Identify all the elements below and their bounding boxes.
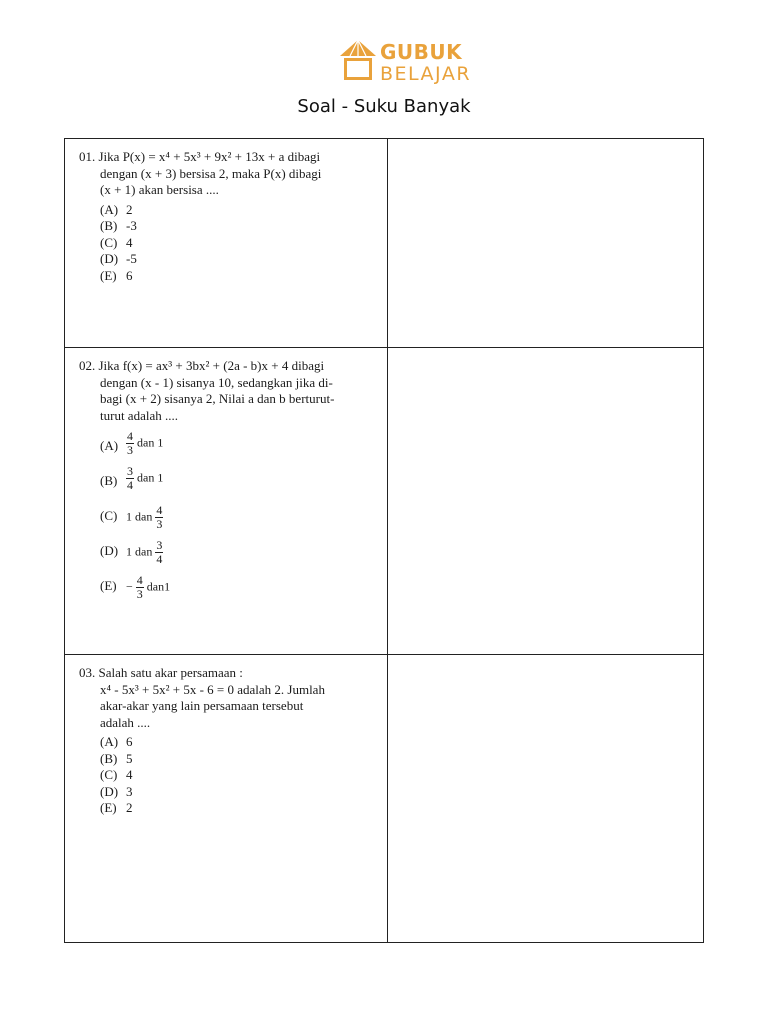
fraction: $\frac{3}{4}$ [127,464,133,492]
question-text-line: dengan (x + 3) bersisa 2, maka P(x) dibagi [100,165,322,181]
question-text-line: 03. Salah satu akar persamaan : [79,665,243,680]
fraction: $\frac{4}{3}$ [127,429,133,457]
question-number: 02. [79,358,96,373]
page-title: Soal - Suku Banyak [297,96,471,117]
option-d[interactable]: (D) 1 dan $\frac{3}{4}$ [100,538,163,566]
question-text-line: turut adalah .... [100,407,178,423]
answer-area-1[interactable] [387,139,703,348]
question-cell-1 [65,139,388,348]
question-text-line: 01. Jika P(x) = x⁴ + 5x³ + 9x² + 13x + a dibagi [79,149,321,164]
question-cell-3 [65,655,388,943]
question-cell-2 [65,348,388,655]
question-text-line: bagi (x + 2) sisanya 2, Nilai a dan b berturut- [100,391,335,406]
option-b[interactable]: (B) $\frac{3}{4}$ dan 1 [100,464,164,492]
brand-name-line1: GUBUK [380,40,463,64]
question-row-2 [65,348,704,655]
option-b[interactable]: (B) -3 [100,218,137,233]
question-number: 01. [79,149,96,164]
option-c[interactable]: (C) 4 [100,234,133,250]
option-e[interactable]: (E) 2 [100,800,133,815]
brand-name-line2: BELAJAR [380,63,472,85]
option-a[interactable]: (A) 6 [100,734,133,749]
question-text-line: x⁴ - 5x³ + 5x² + 5x - 6 = 0 adalah 2. Jumlah [100,681,325,697]
hut-icon [338,38,378,84]
option-list [79,430,377,605]
question-table [64,138,704,943]
option-b[interactable]: (B) 5 [100,750,133,766]
question-row-1 [65,139,704,348]
option-e[interactable]: (E) − $\frac{4}{3}$ dan1 [100,573,171,601]
option-c[interactable]: (C) 1 dan $\frac{4}{3}$ [100,503,163,531]
question-row-3 [65,655,704,943]
option-d[interactable]: (D) 3 [100,783,133,799]
fraction: $\frac{4}{3}$ [156,503,163,531]
answer-area-2[interactable] [387,348,703,655]
question-text-line: dengan (x - 1) sisanya 10, sedangkan jika di- [100,374,333,390]
option-c[interactable]: (C) 4 [100,767,133,782]
question-text-line: (x + 1) akan bersisa .... [100,182,219,197]
question-text-line: adalah .... [100,714,151,730]
fraction: $\frac{4}{3}$ [136,573,143,601]
option-list [79,202,377,285]
question-text-line: akar-akar yang lain persamaan tersebut [100,698,304,713]
option-d[interactable]: (D) -5 [100,251,137,266]
answer-area-3[interactable] [387,655,703,943]
brand-logo [338,38,472,86]
option-list [79,734,377,817]
fraction: $\frac{3}{4}$ [156,538,163,566]
question-text-line: 02. Jika f(x) = ax³ + 3bx² + (2a - b)x + 4 dibagi [79,358,325,373]
option-a[interactable]: (A) $\frac{4}{3}$ dan 1 [100,429,164,457]
option-e[interactable]: (E) 6 [100,267,133,283]
option-a[interactable]: (A) 2 [100,201,133,217]
question-number: 03. [79,665,96,680]
